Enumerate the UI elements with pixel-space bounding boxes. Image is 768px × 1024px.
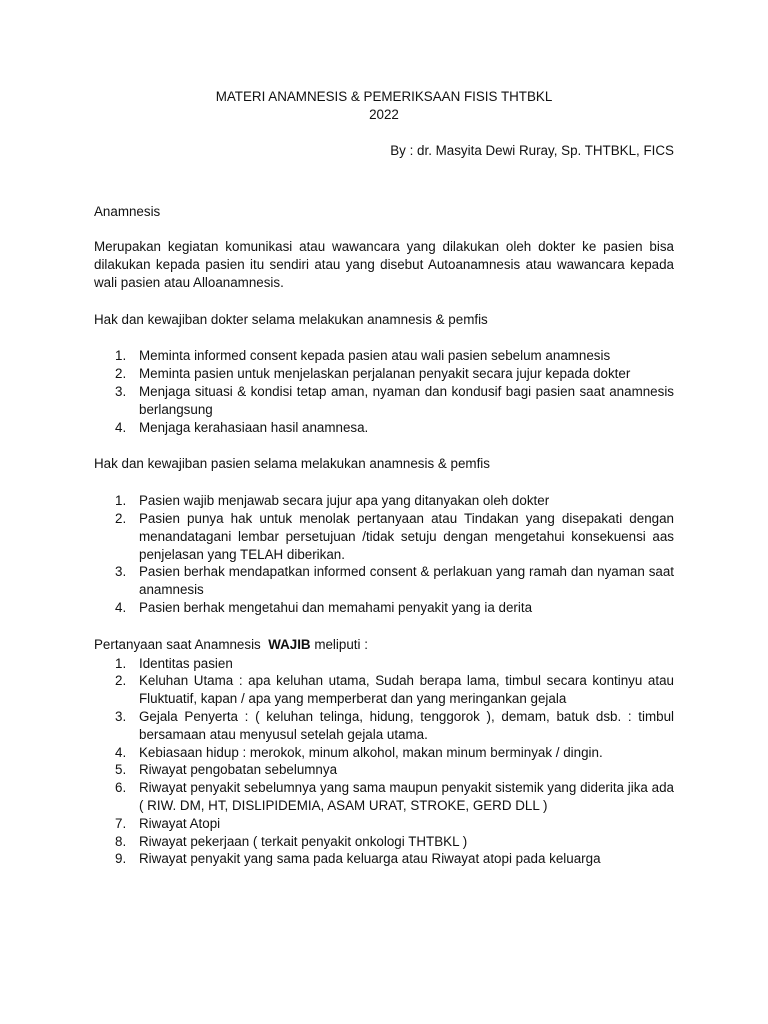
list-number: 2. [115, 510, 127, 526]
list-item [94, 708, 674, 744]
author-line: By : dr. Masyita Dewi Ruray, Sp. THTBKL, FICS [390, 142, 674, 158]
list-number: 4. [115, 744, 127, 760]
anamnesis-definition-paragraph: Merupakan kegiatan komunikasi atau wawancara yang dilakukan oleh dokter ke pasien bisa dilakukan kepada pasien itu sendiri atau yang disebut Autoanamnesis atau wawancara kepada wali pasien atau Alloanamnesis. [94, 239, 674, 290]
list-item-text: Meminta informed consent kepada pasien atau wali pasien sebelum anamnesis [139, 348, 611, 364]
questions-label-prefix: Pertanyaan saat Anamnesis [94, 636, 269, 652]
list-item [94, 383, 674, 419]
list-number: 9. [115, 851, 127, 867]
list-number: 3. [115, 708, 127, 724]
list-item [94, 492, 674, 510]
list-item [94, 510, 674, 563]
list-item [94, 419, 674, 437]
document-title-line-1: MATERI ANAMNESIS & PEMERIKSAAN FISIS THTBKL [215, 89, 553, 104]
list-item-text: Pasien punya hak untuk menolak pertanyaan atau Tindakan yang disepakati dengan menandatagani lembar persetujuan /tidak setuju dengan mengetahui konsekuensi aas penjelasan yang TELAH diberikan. [139, 510, 674, 562]
list-item-text: Menjaga situasi & kondisi tetap aman, nyaman dan kondusif bagi pasien saat anamnesis berlangsung [139, 383, 674, 417]
list-item [94, 365, 674, 383]
list-item [94, 833, 674, 851]
list-item-text: Riwayat Atopi [139, 815, 221, 831]
list-number: 1. [115, 655, 127, 671]
questions-list [94, 655, 674, 869]
list-number: 6. [115, 780, 127, 796]
section-heading-anamnesis: Anamnesis [94, 204, 161, 220]
list-number: 3. [115, 564, 127, 580]
list-number: 1. [115, 348, 127, 364]
list-item-text: Keluhan Utama : apa keluhan utama, Sudah berapa lama, timbul secara kontinyu atau Fluktuatif, kapan / apa yang memperberat dan yang meringankan gejala [139, 673, 674, 707]
list-number: 2. [115, 366, 127, 382]
questions-label [94, 636, 674, 654]
list-item [94, 779, 674, 815]
list-item [94, 744, 674, 762]
list-number: 3. [115, 383, 127, 399]
list-item-text: Riwayat penyakit sebelumnya yang sama maupun penyakit sistemik yang diderita jika ada ( RIW. DM, HT, DISLIPIDEMIA, ASAM URAT, STROKE, GERD DLL ) [139, 780, 674, 813]
list-item-text: Kebiasaan hidup : merokok, minum alkohol, makan minum berminyak / dingin. [139, 744, 603, 760]
list-number: 2. [115, 673, 127, 689]
list-number: 4. [115, 599, 127, 615]
patient-duties-list [94, 492, 674, 617]
list-item-text: Pasien berhak mengetahui dan memahami penyakit yang ia derita [139, 599, 533, 615]
list-number: 8. [115, 833, 127, 849]
list-item [94, 850, 674, 868]
doctor-duties-label: Hak dan kewajiban dokter selama melakukan anamnesis & pemfis [94, 311, 488, 327]
list-item [94, 761, 674, 779]
list-item [94, 655, 674, 673]
list-item-text: Meminta pasien untuk menjelaskan perjalanan penyakit secara jujur kepada dokter [139, 366, 631, 382]
list-item-text: Gejala Penyerta : ( keluhan telinga, hidung, tenggorok ), demam, batuk dsb. : timbul bersamaan atau menyusul setelah gejala utama. [139, 708, 674, 742]
list-item [94, 599, 674, 617]
list-number: 7. [115, 815, 127, 831]
list-number: 5. [115, 762, 127, 778]
document-page [94, 88, 674, 868]
list-item [94, 563, 674, 599]
list-item-text: Pasien berhak mendapatkan informed consent & perlakuan yang ramah dan nyaman saat anamnesis [139, 564, 674, 598]
list-number: 4. [115, 419, 127, 435]
questions-label-emphasis: WAJIB [268, 636, 311, 652]
list-item-text: Riwayat penyakit yang sama pada keluarga atau Riwayat atopi pada keluarga [139, 851, 601, 867]
list-item-text: Riwayat pengobatan sebelumnya [139, 762, 338, 778]
list-item-text: Menjaga kerahasiaan hasil anamnesa. [139, 419, 369, 435]
questions-label-suffix: meliputi : [310, 636, 368, 652]
list-number: 1. [115, 493, 127, 509]
patient-duties-label: Hak dan kewajiban pasien selama melakukan anamnesis & pemfis [94, 456, 490, 472]
doctor-duties-list [94, 347, 674, 436]
list-item [94, 815, 674, 833]
document-title-line-2: 2022 [369, 106, 399, 122]
list-item [94, 347, 674, 365]
list-item [94, 672, 674, 708]
list-item-text: Pasien wajib menjawab secara jujur apa yang ditanyakan oleh dokter [139, 493, 550, 509]
list-item-text: Riwayat pekerjaan ( terkait penyakit onkologi THTBKL ) [139, 833, 468, 849]
list-item-text: Identitas pasien [139, 655, 233, 671]
